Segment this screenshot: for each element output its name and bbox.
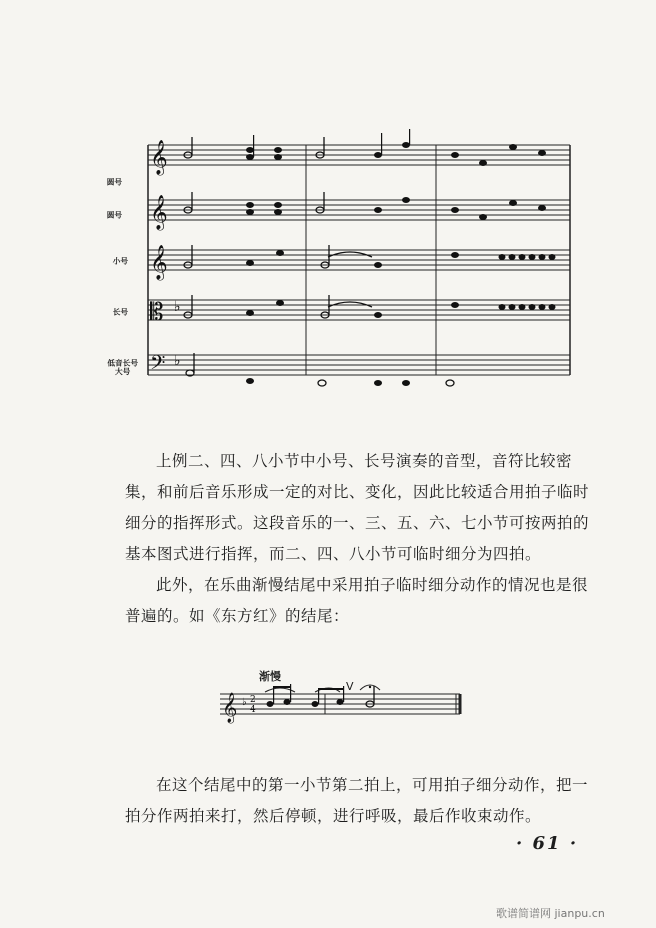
instrument-label-3: 小号 [112,257,129,267]
svg-text:♭: ♭ [174,353,181,369]
score-excerpt [110,125,580,415]
svg-text:𝄞: 𝄞 [150,245,168,280]
svg-text:♭: ♭ [174,299,181,315]
tempo-mark: 渐慢 [259,670,281,683]
svg-text:𝄞: 𝄞 [150,140,168,175]
svg-text:𝄞: 𝄞 [222,693,238,723]
instrument-label-5: 低音长号 大号 [107,359,139,377]
svg-text:𝄡: 𝄡 [150,298,164,326]
paragraph-1: 上例二、四、八小节中小号、长号演奏的音型，音符比较密集，和前后音乐形成一定的对比、变化，因此比较适合用拍子临时细分的指挥形式。这段音乐的一、三、五、六、七小节可按两拍的基本图式进行指挥，而二、四、八小节可临时细分为四拍。 [125,452,590,563]
watermark: 歌谱简谱网 jianpu.cn [496,907,605,920]
instrument-label-1: 圆号 [106,178,123,188]
ending-example-score [215,662,465,732]
svg-text:𝄢: 𝄢 [150,351,166,379]
staff-2 [148,200,570,220]
svg-text:♭: ♭ [242,697,247,708]
body-text-bottom [125,770,595,832]
body-text-top [125,446,595,632]
paragraph-3: 在这个结尾中的第一小节第二拍上，可用拍子细分动作，把一拍分作两拍来打，然后停顿，进行呼吸，最后作收束动作。 [125,776,589,825]
score-staves [110,125,580,415]
staff-5 [148,355,570,375]
instrument-label-2: 圆号 [106,211,123,221]
instrument-label-4: 长号 [112,308,129,318]
svg-text:2: 2 [250,695,256,705]
staff-1 [148,145,570,165]
svg-text:4: 4 [250,705,256,715]
breath-mark: V [346,680,354,693]
svg-text:𝄞: 𝄞 [150,195,168,230]
paragraph-2: 此外，在乐曲渐慢结尾中采用拍子临时细分动作的情况也是很普遍的。如《东方红》的结尾： [125,576,589,625]
page-number: · 61 · [516,833,579,854]
